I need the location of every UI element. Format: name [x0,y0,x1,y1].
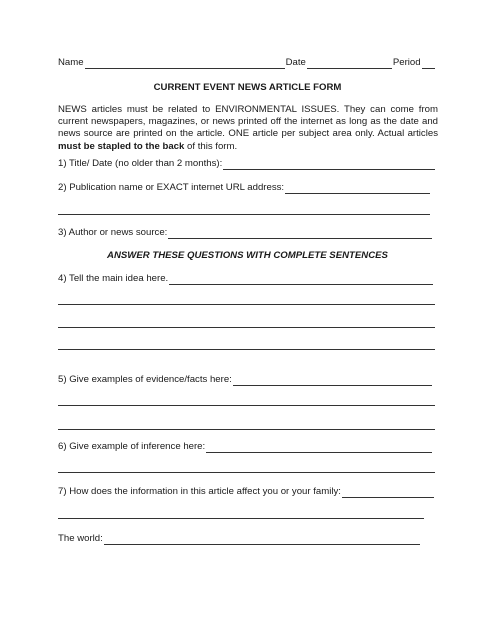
question-2-row [58,182,431,194]
question-5-answer-line[interactable] [58,405,435,406]
date-label: Date [285,57,306,68]
question-7-row [58,486,435,498]
name-field[interactable] [85,58,285,69]
question-6-row [58,441,433,453]
period-label: Period [392,57,421,68]
question-3-row [58,227,433,239]
name-label: Name [58,57,84,68]
question-5-answer-field[interactable] [233,375,432,386]
question-6-label: 6) Give example of inference here: [58,441,206,452]
world-answer-field[interactable] [104,534,420,545]
question-7-answer-line[interactable] [58,518,424,519]
question-7-label: 7) How does the information in this article affect you or your family: [58,486,341,497]
world-row [58,533,421,545]
question-4-label: 4) Tell the main idea here. [58,273,169,284]
question-6-answer-field[interactable] [206,442,432,453]
question-2-answer-line[interactable] [58,214,430,215]
instructions-paragraph [58,104,438,153]
question-2-label: 2) Publication name or EXACT internet URL address: [58,182,285,193]
instructions-text: NEWS articles must be related to ENVIRONMENTAL ISSUES. They can come from current newspapers, magazines, or news printed off the internet as long as the date and news source are printed on the article. ONE article per subject area only. Actual articles [58,104,438,140]
question-5-answer-line[interactable] [58,429,435,430]
world-label: The world: [58,533,103,544]
question-3-label: 3) Author or news source: [58,227,168,238]
question-6-answer-line[interactable] [58,472,435,473]
question-5-label: 5) Give examples of evidence/facts here: [58,374,232,385]
question-5-row [58,374,433,386]
period-field[interactable] [422,58,435,69]
question-1-label: 1) Title/ Date (no older than 2 months): [58,158,223,169]
instructions-tail: of this form. [184,140,238,152]
question-4-answer-line[interactable] [58,304,435,305]
question-1-row [58,158,436,170]
instructions-bold: must be stapled to the back [58,140,185,152]
header-row [58,57,436,69]
form-title: CURRENT EVENT NEWS ARTICLE FORM [153,82,342,93]
date-field[interactable] [307,58,392,69]
question-4-answer-line[interactable] [58,327,435,328]
question-4-answer-line[interactable] [58,349,435,350]
question-3-answer-field[interactable] [168,228,432,239]
question-7-answer-field[interactable] [342,487,434,498]
question-2-answer-field[interactable] [285,183,430,194]
question-1-answer-field[interactable] [223,159,435,170]
question-4-row [58,273,434,285]
section-heading: ANSWER THESE QUESTIONS WITH COMPLETE SENTENCES [107,250,388,261]
question-4-answer-field[interactable] [169,274,433,285]
